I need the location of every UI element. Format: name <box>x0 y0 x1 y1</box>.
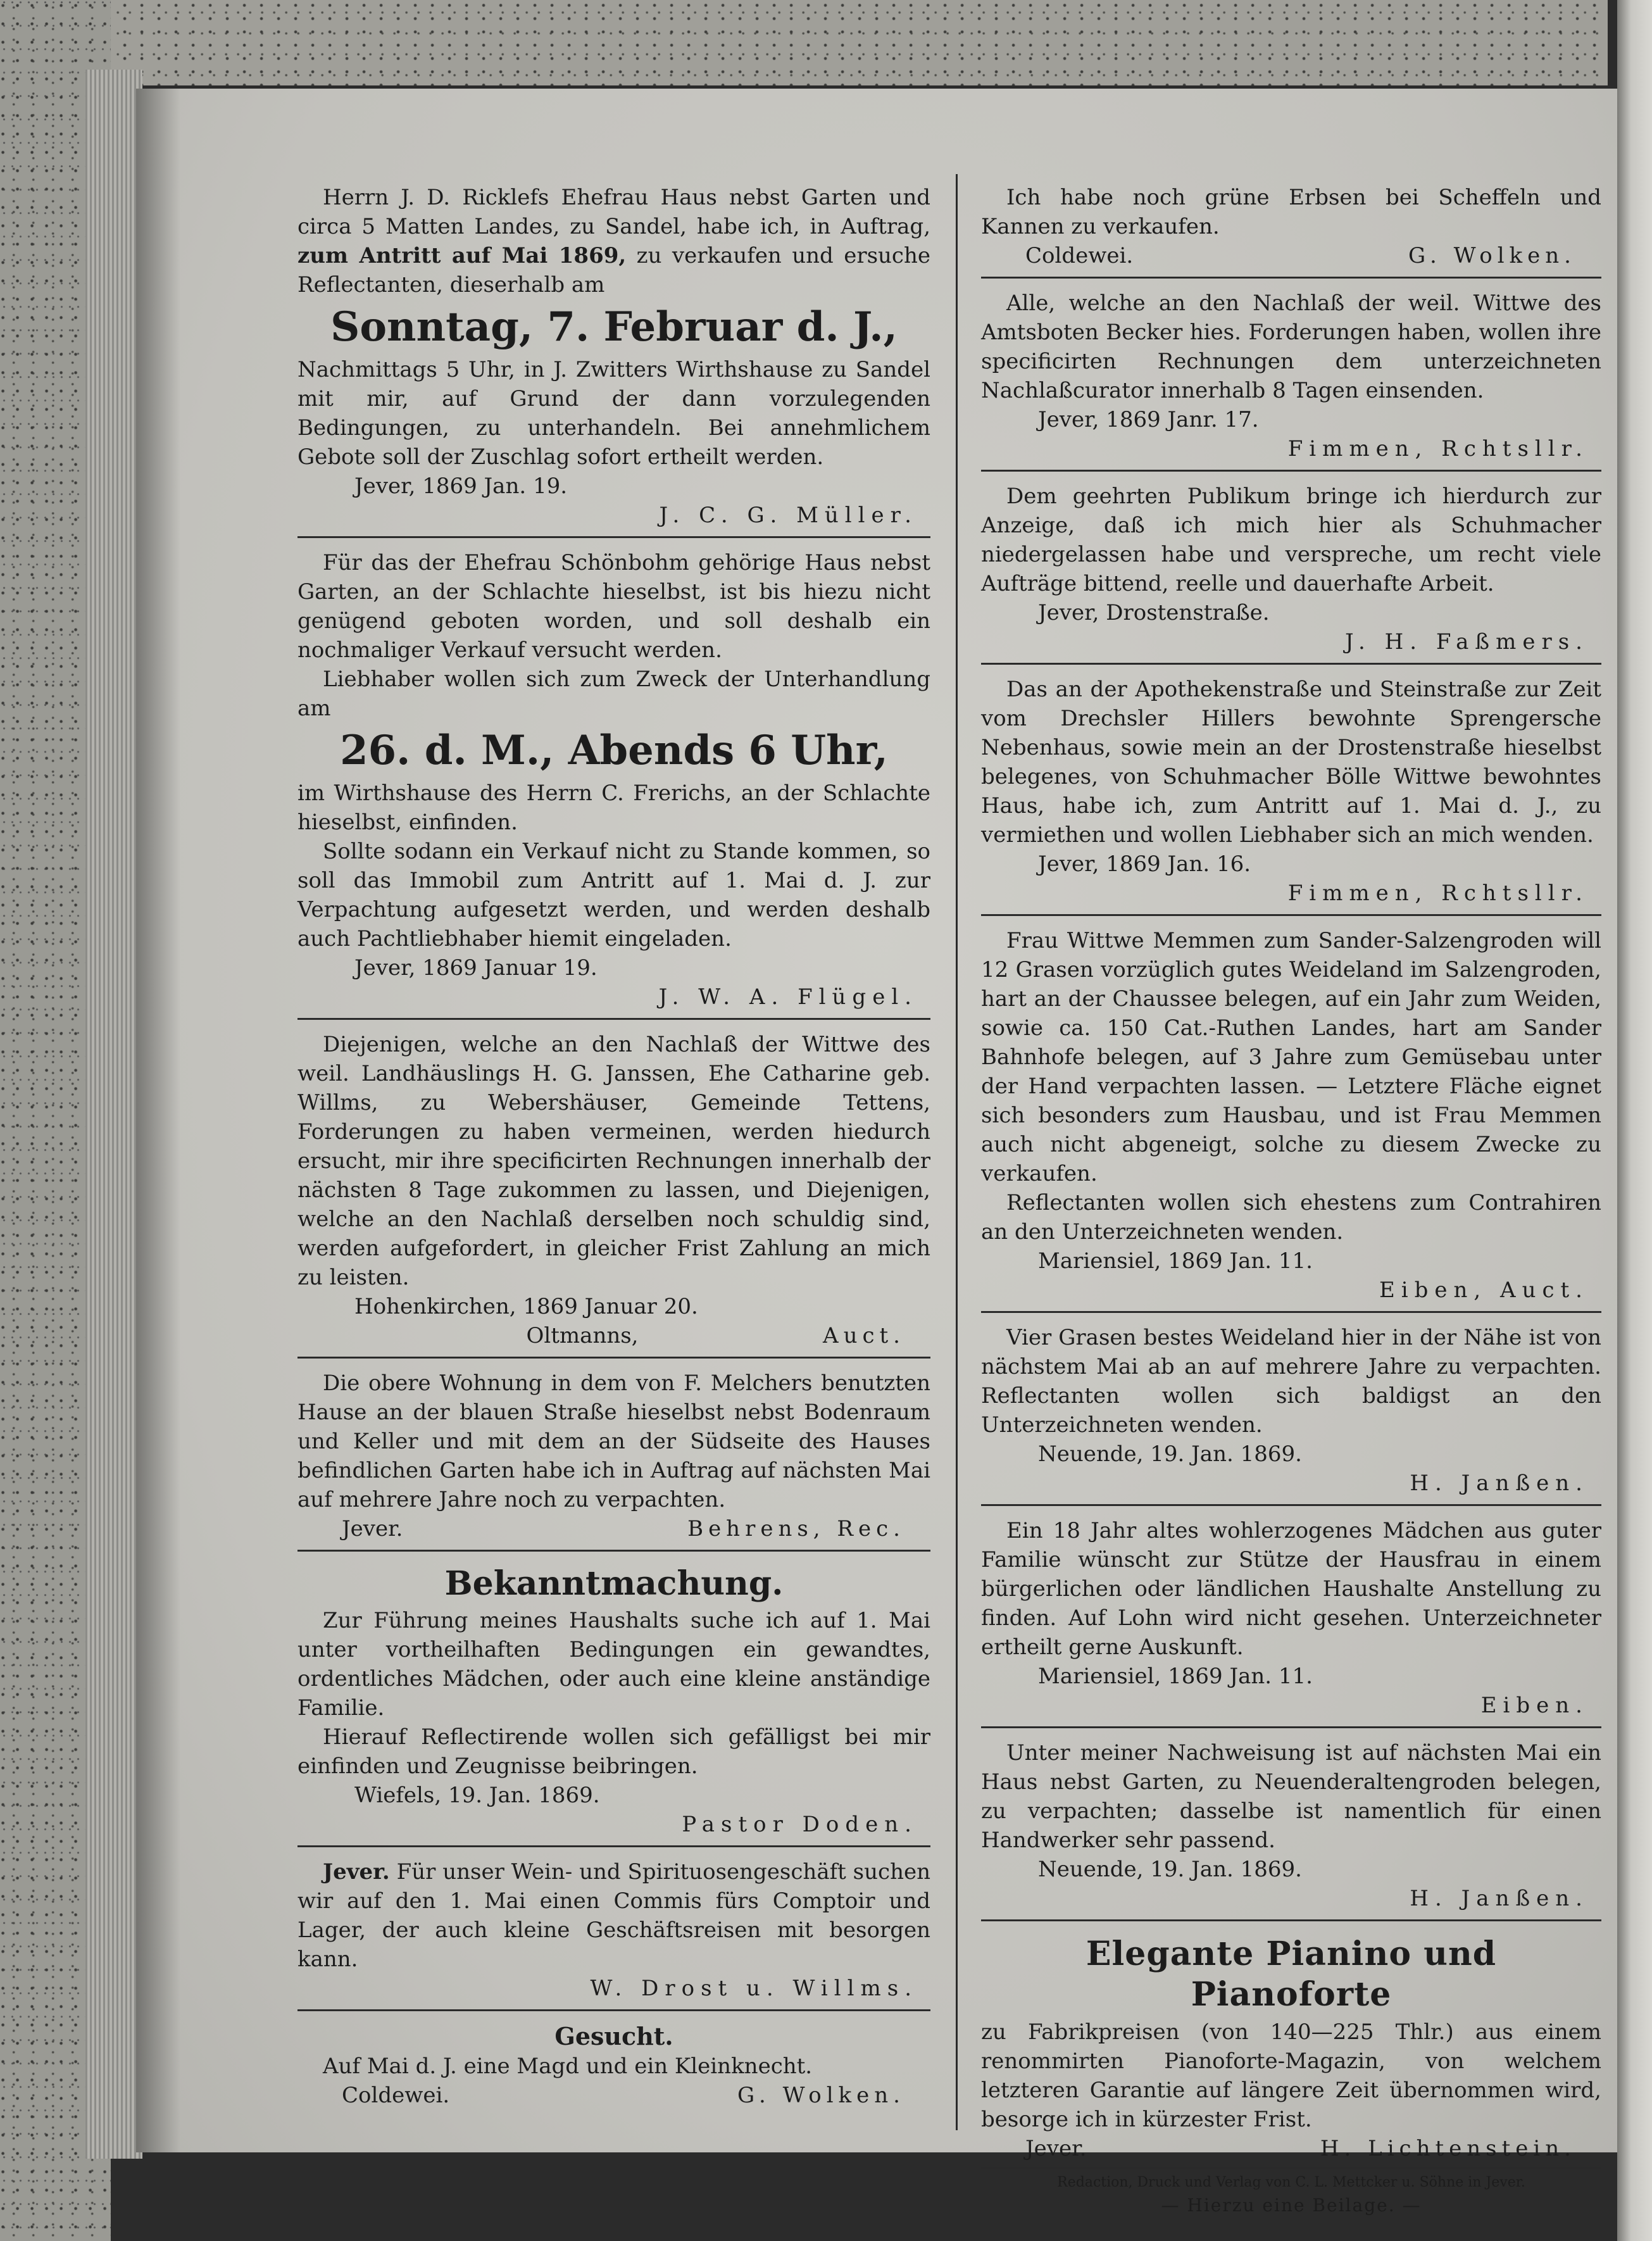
ad-heading: Bekanntmachung. <box>444 1564 784 1603</box>
ad-text: Frau Wittwe Memmen zum Sander-Salzengroden will 12 Grasen vorzüglich gutes Weideland im Salzengroden, hart an der Chaussee belegen, auf ein Jahr zum Weiden, sowie ca. 150 Cat.-Ruthen Landes, hart am Sander Bahnhofe belegen, auf 3 Jahre zum Gemüsebau unter der Hand verpachten lassen. — Letztere Fläche eignet sich besonders zum Hausbau, und ist Frau Memmen auch nicht abgeneigt, solche zu diesem Zwecke zu verkaufen. <box>981 928 1601 1186</box>
ad-signature: Pastor Doden. <box>682 1812 918 1837</box>
ad-text: zu Fabrikpreisen (von 140—225 Thlr.) aus einem renommirten Pianoforte-Magazin, von welchem letzteren Garantie auf längere Zeit übernommen wird, besorge ich in kürzester Frist. <box>981 2019 1601 2132</box>
rule <box>981 2167 1601 2169</box>
ad-text: Vier Grasen bestes Weideland hier in der Nähe ist von nächstem Mai ab an auf mehrere Jahre zu verpachten. Reflectanten wollen sich baldigst an den Unterzeichneten wenden. <box>981 1325 1601 1438</box>
ad-text: Für das der Ehefrau Schönbohm gehörige Haus nebst Garten, an der Schlachte hieselbst, ist bis hiezu nicht genügend geboten worden, und soll deshalb ein nochmaliger Verkauf versucht werden. <box>297 550 930 663</box>
ad-text: Jever. Für unser Wein- und Spirituosengeschäft suchen wir auf den 1. Mai einen Commis fürs Comptoir und Lager, der auch kleine Geschäftsreisen mit besorgen kann. <box>297 1859 930 1972</box>
ad-fassmers-shoemaker <box>981 479 1601 665</box>
signature-name: Oltmanns, <box>526 1323 639 1348</box>
ad-place: Coldewei. <box>342 2083 450 2108</box>
ad-wolken-peas <box>981 180 1601 279</box>
ad-signature: J. C. G. Müller. <box>659 503 918 528</box>
signature-name: G. Wolken. <box>1408 243 1576 268</box>
ad-dateline: Neuende, 19. Jan. 1869. <box>1038 1441 1302 1467</box>
ad-dateline: Mariensiel, 1869 Jan. 11. <box>1038 1664 1313 1689</box>
ad-signature: Eiben. <box>1480 1693 1589 1718</box>
ad-dateline: Jever, 1869 Jan. 19. <box>354 474 568 499</box>
ad-date-headline: 26. d. M., Abends 6 Uhr, <box>340 727 888 774</box>
page-edges <box>85 70 142 2159</box>
imprint-line: Redaction, Druck und Verlag von C. L. Mettcker u. Söhne in Jever. <box>1057 2175 1525 2190</box>
ad-text: Dem geehrten Publikum bringe ich hierdurch zur Anzeige, daß ich mich hier als Schuhmacher niedergelassen habe und verspreche, um recht viele Aufträge bittend, reelle und dauerhafte Arbeit. <box>981 484 1601 596</box>
ad-heading: Gesucht. <box>554 2022 673 2050</box>
ad-gesucht <box>297 2019 930 2116</box>
gutter-shadow <box>136 89 180 2152</box>
ad-text: Alle, welche an den Nachlaß der weil. Wittwe des Amtsboten Becker hies. Forderungen haben, wollen ihre specificirten Rechnungen dem unterzeichneten Nachlaßcurator innerhalb 8 Tagen einsenden. <box>981 291 1601 403</box>
ad-text: Reflectanten wollen sich ehestens zum Contrahiren an den Unterzeichneten wenden. <box>981 1190 1601 1245</box>
ad-dateline: Mariensiel, 1869 Jan. 11. <box>1038 1248 1313 1274</box>
ad-bold-text: zum Antritt auf Mai 1869, <box>297 243 627 268</box>
column-divider <box>956 174 958 2130</box>
ad-bekanntmachung <box>297 1559 930 1847</box>
right-column <box>981 180 1601 2232</box>
ad-signature: Eiben, Auct. <box>1379 1277 1589 1303</box>
ad-dateline: Wiefels, 19. Jan. 1869. <box>354 1783 600 1808</box>
ad-place: Jever. <box>1025 2136 1087 2161</box>
ad-text: Diejenigen, welche an den Nachlaß der Wittwe des weil. Landhäuslings H. G. Janssen, Ehe Catharine geb. Willms, zu Webershäuser, Gemeinde Tettens, Forderungen zu haben vermeinen, werden hiedurch ersucht, mir ihre specificirten Rechnungen innerhalb der nächsten 8 Tage zukommen zu lassen, und Diejenigen, welche an den Nachlaß derselben noch schuldig sind, werden aufgefordert, in gleicher Frist Zahlung an mich zu leisten. <box>297 1032 930 1290</box>
ad-becker-estate <box>981 286 1601 472</box>
ad-signature <box>981 241 1601 270</box>
ad-dateline: Jever, Drostenstraße. <box>1038 600 1270 625</box>
ad-signature: W. Drost u. Willms. <box>590 1976 918 2001</box>
ad-text: Hierauf Reflectirende wollen sich gefälligst bei mir einfinden und Zeugnisse beibringen. <box>297 1724 930 1779</box>
signature-title: Auct. <box>823 1323 905 1348</box>
ad-dateline: Jever, 1869 Janr. 17. <box>1038 407 1259 432</box>
page-right-edge <box>1617 0 1652 2241</box>
ad-signature <box>297 1321 930 1350</box>
signature-name: Behrens, Rec. <box>687 1516 905 1541</box>
ad-signature: J. H. Faßmers. <box>1344 629 1589 655</box>
ad-text: im Wirthshause des Herrn C. Frerichs, an der Schlachte hieselbst, einfinden. <box>297 781 930 835</box>
ad-text: Ich habe noch grüne Erbsen bei Scheffeln und Kannen zu verkaufen. <box>981 185 1601 239</box>
ad-signature: Fimmen, Rchtsllr. <box>1287 881 1589 906</box>
supplement-note: — Hierzu eine Beilage. — <box>1161 2195 1422 2216</box>
book-cover-top <box>0 0 1608 85</box>
ad-signature <box>297 1514 930 1543</box>
ad-drost-willms <box>297 1855 930 2011</box>
ad-signature: H. Janßen. <box>1410 1886 1589 1911</box>
ad-signature <box>981 2134 1601 2163</box>
ad-date-headline: Sonntag, 7. Februar d. J., <box>330 303 898 351</box>
ad-neuende-pasture <box>981 1321 1601 1506</box>
ad-text: Das an der Apothekenstraße und Steinstraße zur Zeit vom Drechsler Hillers bewohnte Sprengersche Nebenhaus, sowie mein an der Drostenstraße hieselbst belegenes, von Schuhmacher Bölle Wittwe bewohntes Haus, habe ich, zum Antritt auf 1. Mai d. J., zu vermiethen und wollen Liebhaber sich an mich wenden. <box>981 677 1601 848</box>
ad-text: Auf Mai d. J. eine Magd und ein Kleinknecht. <box>323 2054 813 2079</box>
ad-fimmen-rent <box>981 672 1601 916</box>
ad-text: Unter meiner Nachweisung ist auf nächsten Mai ein Haus nebst Garten, zu Neuenderaltengroden belegen, zu verpachten; dasselbe ist namentlich für einen Handwerker sehr passend. <box>981 1740 1601 1853</box>
ad-text: Die obere Wohnung in dem von F. Melchers benutzten Hause an der blauen Straße hieselbst nebst Bodenraum und Keller und mit dem an der Südseite des Hauses befindlichen Garten habe ich in Auftrag auf nächsten Mai auf mehrere Jahre noch zu verpachten. <box>297 1371 930 1512</box>
ad-heading: Elegante Pianino und Pianoforte <box>1086 1935 1497 2014</box>
ad-signature <box>297 2081 930 2110</box>
ad-text: Nachmittags 5 Uhr, in J. Zwitters Wirthshause zu Sandel mit mir, auf Grund der dann vorzulegenden Bedingungen, zu unterhandeln. Bei annehmlichem Gebote soll der Zuschlag sofort ertheilt werden. <box>297 357 930 470</box>
signature-name: G. Wolken. <box>737 2083 905 2108</box>
ad-place: Jever. <box>342 1516 403 1541</box>
ad-text: Ein 18 Jahr altes wohlerzogenes Mädchen aus guter Familie wünscht zur Stütze der Hausfrau in einem bürgerlichen oder ländlichen Haushalte Anstellung zu finden. Auf Lohn wird nicht gesehen. Unterzeichneter ertheilt gerne Auskunft. <box>981 1518 1601 1660</box>
ad-text: Sollte sodann ein Verkauf nicht zu Stande kommen, so soll das Immobil zum Antritt auf 1. Mai d. J. zur Verpachtung aufgesetzt werden, und werden deshalb auch Pachtliebhaber hiemit eingeladen. <box>297 839 930 951</box>
ad-text: Liebhaber wollen sich zum Zweck der Unterhandlung am <box>297 667 930 721</box>
ad-ricklefs-house <box>297 180 930 538</box>
ad-memmen-pasture <box>981 924 1601 1313</box>
ad-janssen-estate <box>297 1027 930 1359</box>
ad-signature: H. Janßen. <box>1410 1471 1589 1496</box>
ad-dateline: Hohenkirchen, 1869 Januar 20. <box>354 1294 698 1319</box>
left-column <box>297 180 930 2124</box>
signature-name: H. Lichtenstein. <box>1320 2136 1576 2161</box>
ad-pianos <box>981 1929 1601 2225</box>
ad-place: Coldewei. <box>1025 243 1134 268</box>
ad-bold-text: Jever. <box>323 1859 390 1885</box>
ad-signature: J. W. A. Flügel. <box>658 984 918 1010</box>
ad-girl-position <box>981 1514 1601 1728</box>
ad-dateline: Neuende, 19. Jan. 1869. <box>1038 1857 1302 1882</box>
ad-neuende-house <box>981 1736 1601 1921</box>
ad-dateline: Jever, 1869 Jan. 16. <box>1038 851 1251 877</box>
ad-dateline: Jever, 1869 Januar 19. <box>354 955 598 981</box>
ad-text: Herrn J. D. Ricklefs Ehefrau Haus nebst Garten und circa 5 Matten Landes, zu Sandel, habe ich, in Auftrag, zum Antritt auf Mai 1869, zu verkaufen und ersuche Reflectanten, dieserhalb am <box>297 185 930 298</box>
ad-schoenbohm-house <box>297 546 930 1020</box>
ad-signature: Fimmen, Rchtsllr. <box>1287 436 1589 461</box>
ad-text: Zur Führung meines Haushalts suche ich auf 1. Mai unter vortheilhaften Bedingungen ein gewandtes, ordentliches Mädchen, oder auch eine kleine anständige Familie. <box>297 1608 930 1721</box>
ad-melchers-apartment <box>297 1366 930 1552</box>
